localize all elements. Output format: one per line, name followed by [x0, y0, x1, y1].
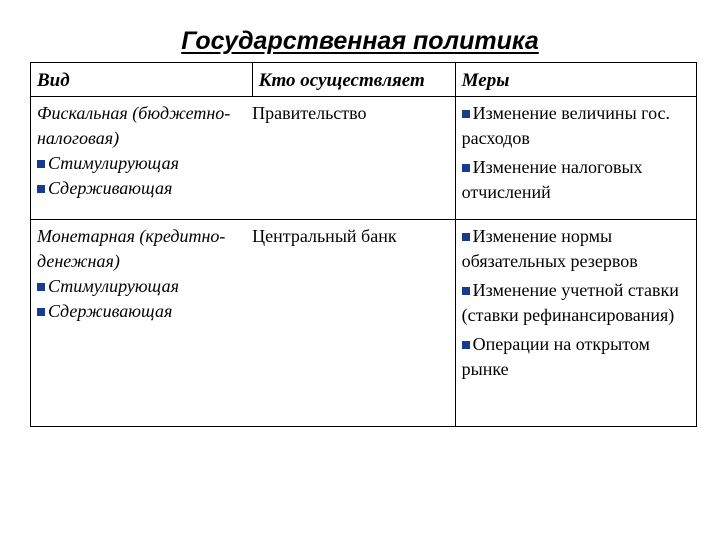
square-bullet-icon — [462, 287, 470, 295]
policy-type-cell — [31, 97, 253, 220]
measure-item — [462, 155, 690, 205]
policy-subtype-label: Стимулирующая — [48, 153, 179, 173]
square-bullet-icon — [462, 110, 470, 118]
page-title: Государственная политика — [181, 27, 539, 55]
policy-type-cell — [31, 220, 253, 427]
policy-subtype-item — [37, 274, 246, 299]
square-bullet-icon — [37, 308, 45, 316]
column-header-who: Кто осуществляет — [252, 63, 455, 97]
policy-subtype-item — [37, 299, 246, 324]
square-bullet-icon — [37, 185, 45, 193]
square-bullet-icon — [37, 160, 45, 168]
table-row-monetary — [31, 220, 697, 427]
measure-item — [462, 278, 690, 328]
table-row-fiscal — [31, 97, 697, 220]
executor-cell: Центральный банк — [252, 220, 455, 427]
square-bullet-icon — [462, 341, 470, 349]
policy-subtype-item — [37, 151, 246, 176]
measures-cell — [455, 220, 696, 427]
executor-cell: Правительство — [252, 97, 455, 220]
policy-type-name: Монетарная (кредитно-денежная) — [37, 226, 226, 271]
policy-type-name: Фискальная (бюджетно-налоговая) — [37, 103, 231, 148]
policy-table — [30, 62, 697, 427]
measure-item — [462, 224, 690, 274]
measure-label: Изменение налоговых отчислений — [461, 157, 643, 202]
measures-cell — [455, 97, 696, 220]
column-header-type: Вид — [31, 63, 253, 97]
measure-item — [462, 101, 690, 151]
policy-subtype-label: Стимулирующая — [48, 276, 179, 296]
measure-label: Изменение величины гос. расходов — [461, 103, 671, 148]
policy-subtype-item — [37, 176, 246, 201]
policy-subtype-label: Сдерживающая — [48, 301, 173, 321]
measure-label: Операции на открытом рынке — [461, 334, 650, 379]
policy-subtype-label: Сдерживающая — [48, 178, 173, 198]
square-bullet-icon — [37, 283, 45, 291]
square-bullet-icon — [462, 233, 470, 241]
measure-label: Изменение нормы обязательных резервов — [461, 226, 638, 271]
header-row — [31, 63, 697, 97]
square-bullet-icon — [462, 164, 470, 172]
measure-label: Изменение учетной ставки (ставки рефинансирования) — [461, 280, 679, 325]
column-header-measures: Меры — [455, 63, 696, 97]
measure-item — [462, 332, 690, 382]
